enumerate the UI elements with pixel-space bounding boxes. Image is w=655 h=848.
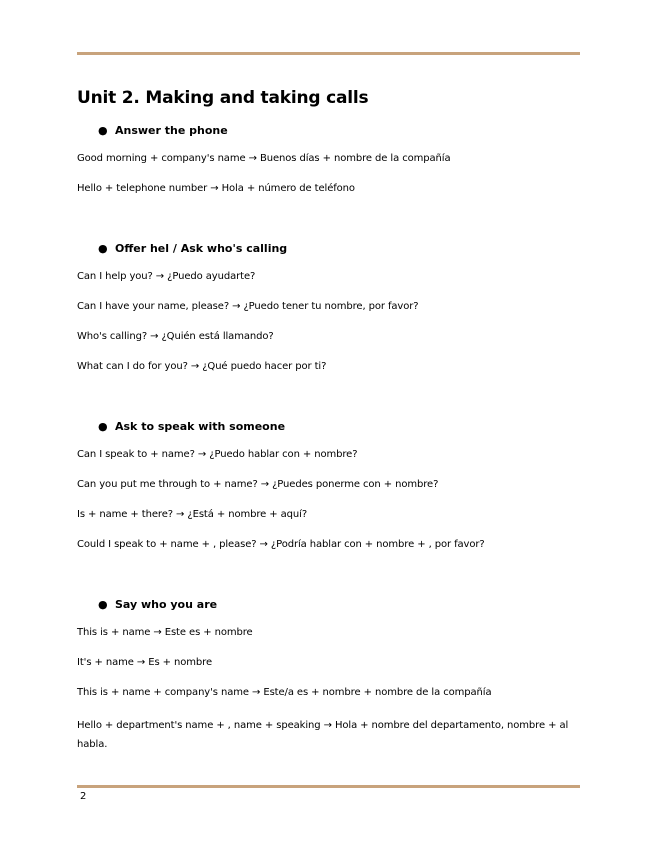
section-heading-label: Offer hel / Ask who's calling	[115, 242, 288, 255]
top-divider	[77, 52, 580, 55]
phrase-line: Can I speak to + name? → ¿Puedo hablar con + nombre?	[77, 449, 358, 460]
phrase-line: This is + name → Este es + nombre	[77, 627, 253, 638]
phrase-line: Could I speak to + name + , please? → ¿Podría hablar con + nombre + , por favor?	[77, 539, 485, 550]
section-heading-label: Ask to speak with someone	[115, 420, 286, 433]
page-title: Unit 2. Making and taking calls	[77, 88, 369, 108]
section-heading	[77, 242, 580, 256]
section-heading-label: Answer the phone	[115, 124, 228, 137]
phrase-line: Can I help you? → ¿Puedo ayudarte?	[77, 271, 256, 282]
section-heading	[77, 598, 580, 612]
phrase-line: Hello + department's name + , name + speaking → Hola + nombre del departamento, nombre + al habla.	[77, 720, 569, 750]
section-gap	[77, 212, 580, 242]
section-heading-label: Say who you are	[115, 598, 218, 611]
phrase-line: Can you put me through to + name? → ¿Puedes ponerme con + nombre?	[77, 479, 439, 490]
section-gap	[77, 390, 580, 420]
page-content	[77, 86, 580, 770]
phrase-line: This is + name + company's name → Este/a es + nombre + nombre de la compañía	[77, 687, 492, 698]
page-number: 2	[80, 791, 87, 802]
bullet-icon: ●	[98, 420, 108, 433]
section-heading	[77, 420, 580, 434]
phrase-line: Hello + telephone number → Hola + número de teléfono	[77, 183, 355, 194]
section-gap	[77, 568, 580, 598]
bullet-icon: ●	[98, 124, 108, 137]
phrase-line: Who's calling? → ¿Quién está llamando?	[77, 331, 274, 342]
phrase-line: What can I do for you? → ¿Qué puedo hacer por ti?	[77, 361, 327, 372]
phrase-line: Is + name + there? → ¿Está + nombre + aquí?	[77, 509, 308, 520]
bullet-icon: ●	[98, 598, 108, 611]
section-heading	[77, 124, 580, 138]
phrase-line: Good morning + company's name → Buenos días + nombre de la compañía	[77, 153, 451, 164]
bullet-icon: ●	[98, 242, 108, 255]
phrase-line: Can I have your name, please? → ¿Puedo tener tu nombre, por favor?	[77, 301, 419, 312]
bottom-divider	[77, 785, 580, 788]
phrase-line: It's + name → Es + nombre	[77, 657, 213, 668]
